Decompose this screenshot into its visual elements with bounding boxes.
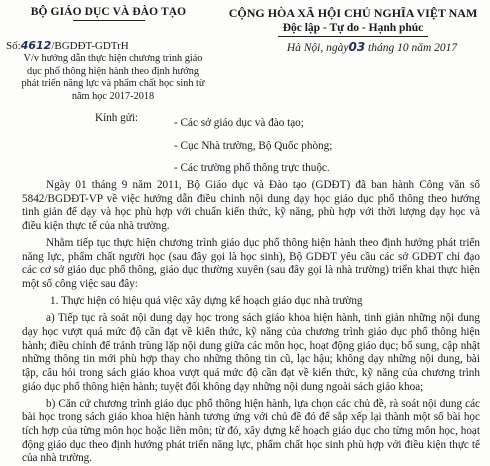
nation-name: CỘNG HÒA XÃ HỘI CHỦ NGHĨA VIỆT NAM — [228, 6, 478, 20]
doc-number-suffix: /BGDĐT-GDTrH — [51, 40, 129, 52]
issuing-authority-block — [6, 6, 211, 21]
motto-underline — [278, 36, 428, 37]
addressee-label: Kính gửi: — [95, 112, 139, 124]
recipient-item: - Các trường phổ thông trực thuộc. — [174, 162, 330, 174]
subsection-b: b) Căn cứ chương trình giáo dục phổ thông hiện hành, lựa chọn các chủ đề, rà soát nội dung các bài học trong sách giáo khoa hiện hành tương ứng với chủ đề đó để sắp xếp lại thành một số bài học tích hợp của từng môn học hoặc liên môn; từ đó, xây dựng kế hoạch giáo dục cho từng môn học, hoạt động giáo dục theo định hướng phát triển năng lực, phẩm chất học sinh phù hợp với điều kiện thực tế của nhà trường. — [22, 397, 480, 465]
doc-number-handwritten: 4612 — [20, 39, 52, 52]
national-header-block — [218, 6, 488, 37]
recipient-item: - Cục Nhà trường, Bộ Quốc phòng; — [174, 139, 333, 152]
date-prefix: Hà Nội, ngày — [286, 42, 349, 54]
date-suffix: tháng 10 năm 2017 — [368, 42, 458, 54]
section-heading: 1. Thực hiện có hiệu quả việc xây dựng kế hoạch giáo dục nhà trường — [50, 294, 363, 307]
date-handwritten-day: 03 — [348, 40, 366, 54]
body-paragraph: Nhằm tiếp tục thực hiện chương trình giáo dục phổ thông hiện hành theo định hướng phát triển năng lực, phẩm chất người học (sau đây gọi là học sinh), Bộ GDĐT yêu cầu các sở GDĐT chỉ đạo các cơ sở giáo dục phổ thông, giáo dục thường xuyên (sau đây gọi là nhà trường) triển khai thực hiện một số công việc sau đây: — [22, 236, 480, 290]
recipient-list — [174, 112, 332, 180]
ministry-underline — [73, 20, 145, 21]
document-number — [6, 39, 216, 52]
letter-body — [22, 179, 480, 466]
recipient-item: - Các sở giáo dục và đào tạo; — [174, 117, 304, 129]
body-paragraph: Ngày 01 tháng 9 năm 2011, Bộ Giáo dục và Đào tạo (GDĐT) đã ban hành Công văn số 5842/BGDĐT-VP về việc hướng dẫn điều chỉnh nội dung dạy học giáo dục phổ thông theo hướng tinh giản để dạy và học phù hợp với chuẩn kiến thức, kỹ năng, phù hợp với thời lượng dạy học và điều kiện thực tế của nhà trường. — [22, 179, 480, 233]
doc-number-prefix: Số: — [6, 40, 21, 52]
place-and-date — [262, 40, 482, 54]
document-subject: V/v hướng dẫn thực hiện chương trình giáo dục phổ thông hiện hành theo định hướng phát triển năng lực và phẩm chất học sinh từ năm học 2017-2018 — [21, 53, 205, 102]
national-motto: Độc lập - Tự do - Hạnh phúc — [282, 22, 424, 34]
subsection-a: a) Tiếp tục rà soát nội dung dạy học trong sách giáo khoa hiện hành, tinh giản những nội dung dạy học vượt quá mức độ cần đạt về kiến thức, kỹ năng của chương trình giáo dục phổ thông hiện hành; điều chỉnh để tránh trùng lặp nội dung giữa các môn học, hoạt động giáo dục; bổ sung, cập nhật những thông tin mới phù hợp thay cho những thông tin cũ, lạc hậu; không dạy những nội dung, bài tập, câu hỏi trong sách giáo khoa vượt quá mức độ cần đạt về kiến thức, kỹ năng của chương trình giáo dục phổ thông hiện hành; tuyệt đối không dạy những nội dung ngoài sách giáo khoa; — [22, 312, 480, 393]
ministry-name: BỘ GIÁO DỤC VÀ ĐÀO TẠO — [30, 6, 187, 18]
